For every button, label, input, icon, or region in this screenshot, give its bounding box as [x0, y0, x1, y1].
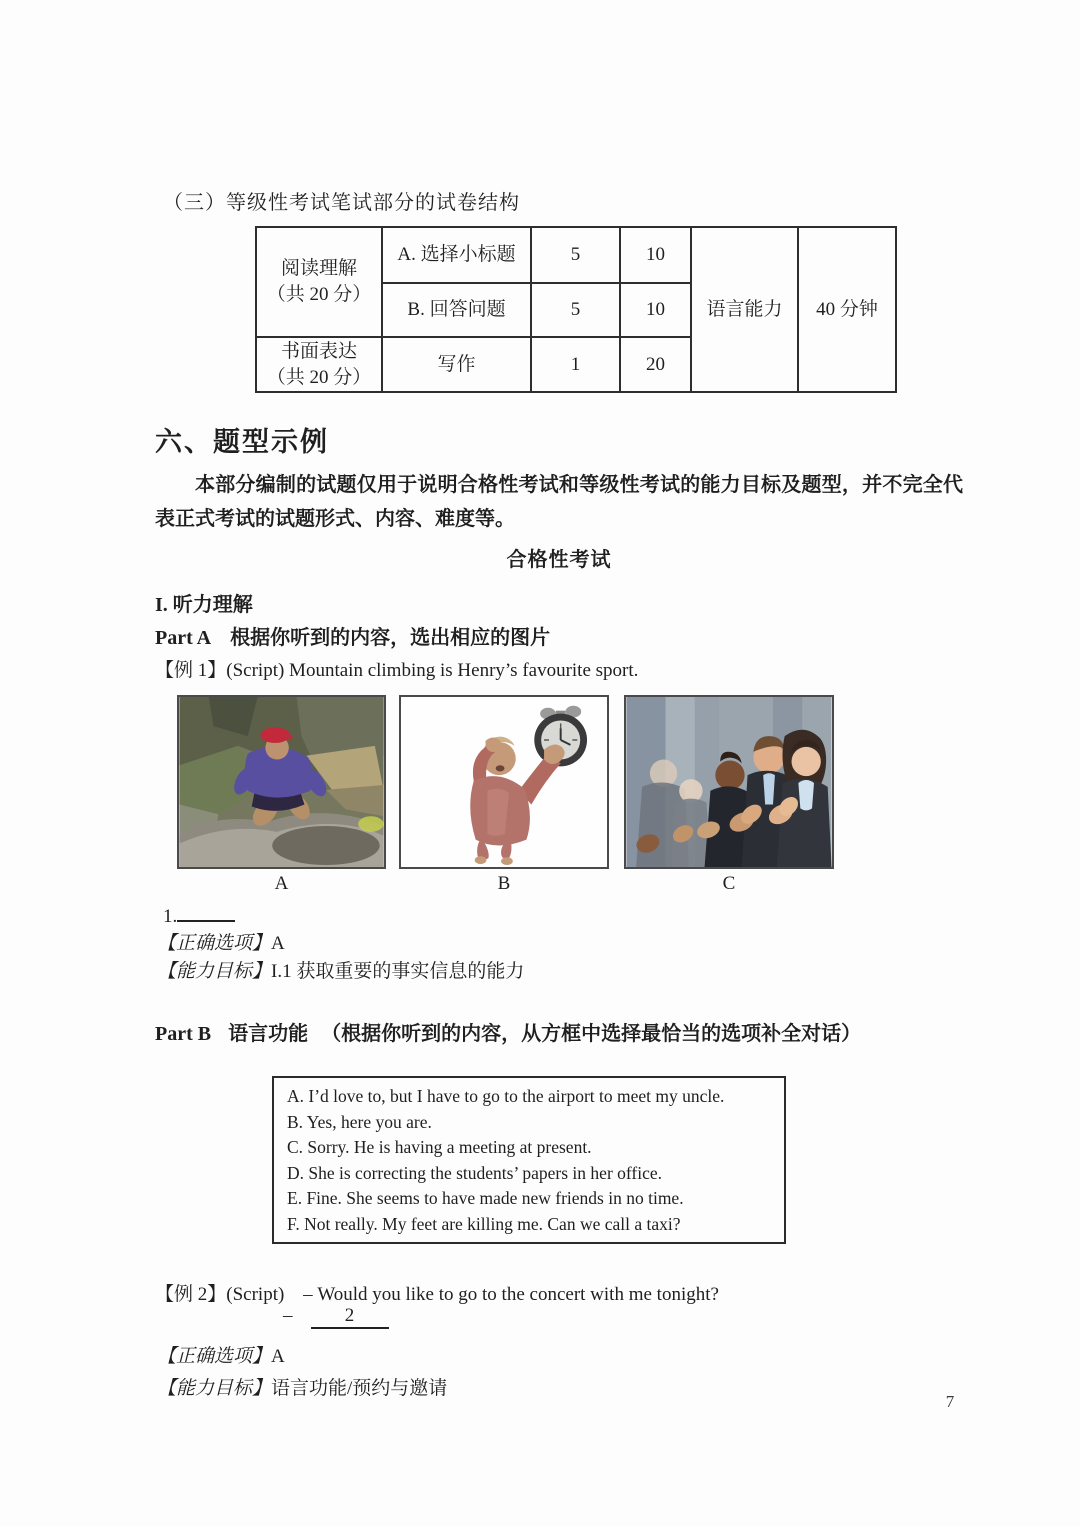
example2-script-label: (Script) — [226, 1284, 285, 1305]
example1-objective: I.1 获取重要的事实信息的能力 — [271, 961, 525, 982]
part-b-label: Part B — [155, 1023, 212, 1045]
option-image-a — [177, 695, 386, 869]
objective-label-2: 【能力目标】 — [157, 1378, 272, 1399]
cell-ability: 语言能力 — [691, 227, 798, 392]
cell-duration: 40 分钟 — [798, 227, 896, 392]
part-b-line — [155, 1017, 861, 1046]
part-b-title: 语言功能 — [228, 1023, 309, 1045]
cell-score-w: 20 — [620, 337, 691, 392]
applauding-people-picture — [626, 697, 832, 867]
example2-objective-line — [157, 1373, 447, 1400]
question1-number: 1. — [163, 906, 178, 927]
question1-blank-line — [163, 901, 235, 928]
dialogue-options-box — [272, 1076, 786, 1244]
answer-label: 【正确选项】 — [157, 933, 272, 954]
example1-line — [155, 655, 638, 682]
example1-answer-line — [157, 928, 285, 955]
example2-answer-blank: 2 — [311, 1305, 389, 1329]
example1-objective-line — [157, 956, 524, 983]
example2-objective: 语言功能/预约与邀请 — [271, 1378, 448, 1399]
listening-heading-title: 听力理解 — [172, 594, 253, 616]
section6-intro: 本部分编制的试题仅用于说明合格性考试和等级性考试的能力目标及题型，并不完全代表正式考试的试题形式、内容、难度等。 — [155, 474, 963, 530]
option-image-c — [624, 695, 834, 869]
option-image-c-wrap — [624, 695, 834, 895]
cell-writing-section: 书面表达 （共 20 分） — [256, 337, 382, 392]
option-label-b: B — [497, 873, 511, 894]
page-number: 7 — [945, 1392, 955, 1411]
part-a-line — [155, 621, 550, 650]
option-images-row — [177, 695, 903, 895]
example1-answer: A — [271, 933, 285, 954]
cell-item-b: B. 回答问题 — [382, 283, 531, 337]
cell-count-a: 5 — [531, 227, 620, 283]
mountain-climbing-picture — [179, 697, 384, 867]
example2-dash2: – — [283, 1305, 293, 1326]
subtitle-hegeshing-exam: 合格性考试 — [506, 549, 612, 571]
part-a-label: Part A — [155, 627, 212, 649]
option-d: D. She is correcting the students’ papers in her office. — [287, 1162, 663, 1183]
example2-tag: 【例 2】 — [155, 1284, 227, 1305]
example1-tag: 【例 1】 — [155, 660, 227, 681]
option-b: B. Yes, here you are. — [287, 1111, 432, 1132]
example1-script: (Script) Mountain climbing is Henry’s favourite sport. — [226, 660, 639, 681]
example2-line1 — [155, 1279, 719, 1306]
option-a: A. I’d love to, but I have to go to the airport to meet my uncle. — [287, 1086, 725, 1106]
section6-heading: 六、题型示例 — [155, 427, 329, 457]
option-image-b-wrap — [399, 695, 609, 895]
alarm-clock-man-picture — [401, 697, 607, 867]
cell-reading-section: 阅读理解 （共 20 分） — [256, 227, 382, 337]
part-b-instruction: （根据你听到的内容，从方框中选择最恰当的选项补全对话） — [321, 1023, 862, 1045]
listening-heading — [155, 588, 253, 617]
option-label-a: A — [274, 873, 289, 894]
question1-answer-blank — [177, 901, 235, 922]
cell-count-b: 5 — [531, 283, 620, 337]
cell-item-a: A. 选择小标题 — [382, 227, 531, 283]
option-e: E. Fine. She seems to have made new friends in no time. — [287, 1188, 684, 1208]
exam-structure-table — [255, 226, 897, 393]
cell-score-b: 10 — [620, 283, 691, 337]
example2-line2 — [283, 1305, 389, 1329]
option-image-a-wrap — [177, 695, 386, 895]
example2-answer-line — [157, 1341, 285, 1368]
example2-answer: A — [271, 1346, 285, 1367]
listening-heading-prefix: I. — [155, 594, 168, 616]
option-f: F. Not really. My feet are killing me. Can we call a taxi? — [287, 1213, 681, 1234]
option-image-b — [399, 695, 609, 869]
example2-question: Would you like to go to the concert with me tonight? — [317, 1284, 719, 1305]
section3-heading: （三）等级性考试笔试部分的试卷结构 — [163, 192, 520, 214]
cell-item-w: 写作 — [382, 337, 531, 392]
cell-count-w: 1 — [531, 337, 620, 392]
answer-label-2: 【正确选项】 — [157, 1346, 272, 1367]
option-c: C. Sorry. He is having a meeting at present. — [287, 1137, 592, 1157]
objective-label: 【能力目标】 — [157, 961, 272, 982]
example2-dash1: – — [303, 1284, 313, 1305]
part-a-instruction: 根据你听到的内容，选出相应的图片 — [230, 627, 551, 649]
option-label-c: C — [722, 873, 736, 894]
cell-score-a: 10 — [620, 227, 691, 283]
